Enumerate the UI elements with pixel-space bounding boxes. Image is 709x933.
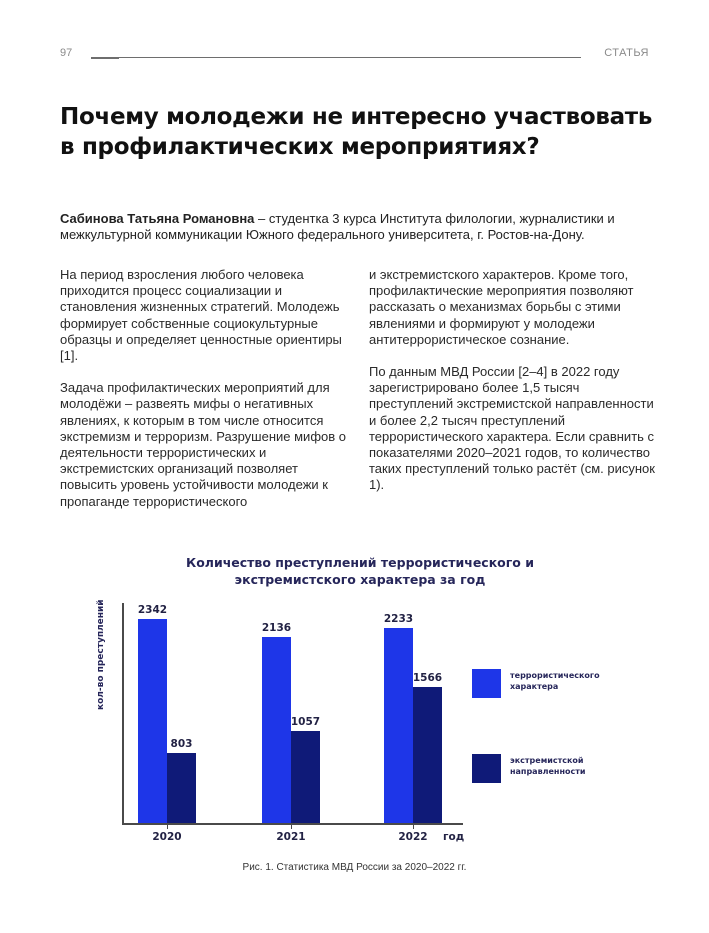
x-axis-label: год — [443, 831, 465, 843]
paragraph: и экстремистского характеров. Кроме того, профилактические мероприятия позволяют рассказать о механизмах борьбы с этими явлениями и формируют у молодежи антитеррористическое сознание. — [369, 267, 634, 347]
x-axis — [122, 823, 463, 825]
x-axis-tick — [291, 823, 292, 829]
x-tick-label: 2021 — [276, 831, 306, 843]
x-tick-label: 2020 — [152, 831, 182, 843]
page-number: 97 — [60, 47, 73, 59]
author-line — [60, 211, 660, 243]
bar-extrem-2020 — [167, 753, 196, 823]
bar-value-label: 2342 — [137, 604, 168, 616]
article-title: Почему молодежи не интересно участвовать в профилактических мероприятиях? — [60, 104, 653, 160]
paragraph: На период взросления любого человека приходится процесс социализации и становления жизненных стратегий. Молодежь формирует собственные социокультурные образцы и определяет ценностные ориентиры [1]. — [60, 267, 342, 364]
y-axis — [122, 603, 124, 824]
figure-caption: Рис. 1. Статистика МВД России за 2020–2022 гг. — [242, 862, 467, 873]
bar-terror-2020 — [138, 619, 167, 823]
text-column-right — [369, 267, 664, 510]
header-divider-accent — [91, 57, 119, 59]
x-axis-tick — [413, 823, 414, 829]
bar-value-label: 2233 — [383, 613, 414, 625]
legend-swatch-extrem — [472, 754, 501, 783]
bar-value-label: 803 — [170, 738, 193, 750]
header-divider — [91, 57, 581, 58]
author-description: – студентка 3 курса Института филологии, журналистики и межкультурной коммуникации Южного федерального университета, г. Ростов-на-Дону. — [60, 211, 615, 242]
y-axis-label: кол-во преступлений — [96, 599, 106, 710]
bar-value-label: 1057 — [290, 716, 321, 728]
bar-extrem-2021 — [291, 731, 320, 823]
legend-label-terror: террористического характера — [510, 671, 600, 691]
chart-title: Количество преступлений террористического и экстремистского характера за год — [185, 555, 535, 587]
legend-swatch-terror — [472, 669, 501, 698]
x-axis-tick — [167, 823, 168, 829]
x-tick-label: 2022 — [398, 831, 428, 843]
bar-value-label: 2136 — [261, 622, 292, 634]
bar-terror-2022 — [384, 628, 413, 823]
author-name: Сабинова Татьяна Романовна — [60, 211, 255, 226]
paragraph: По данным МВД России [2–4] в 2022 году зарегистрировано более 1,5 тысяч преступлений экстремистской направленности и более 2,2 тысяч преступлений террористического характера. Если сравнить с показателями 2020–2021 годов, то количество таких преступлений только растёт (см. рисунок 1). — [369, 364, 655, 493]
bar-terror-2021 — [262, 637, 291, 823]
legend-label-extrem: экстремистской направленности — [510, 756, 586, 776]
section-label: СТАТЬЯ — [604, 47, 649, 59]
bar-value-label: 1566 — [412, 672, 443, 684]
paragraph: Задача профилактических мероприятий для молодёжи – развеять мифы о негативных явлениях, к которым в том числе относится экстремизм и терроризм. Разрушение мифов о деятельности террористических и экстремистских организаций позволяет повысить уровень устойчивости молодежи к пропаганде террористического — [60, 380, 346, 509]
bar-extrem-2022 — [413, 687, 442, 823]
text-column-left — [60, 267, 355, 526]
